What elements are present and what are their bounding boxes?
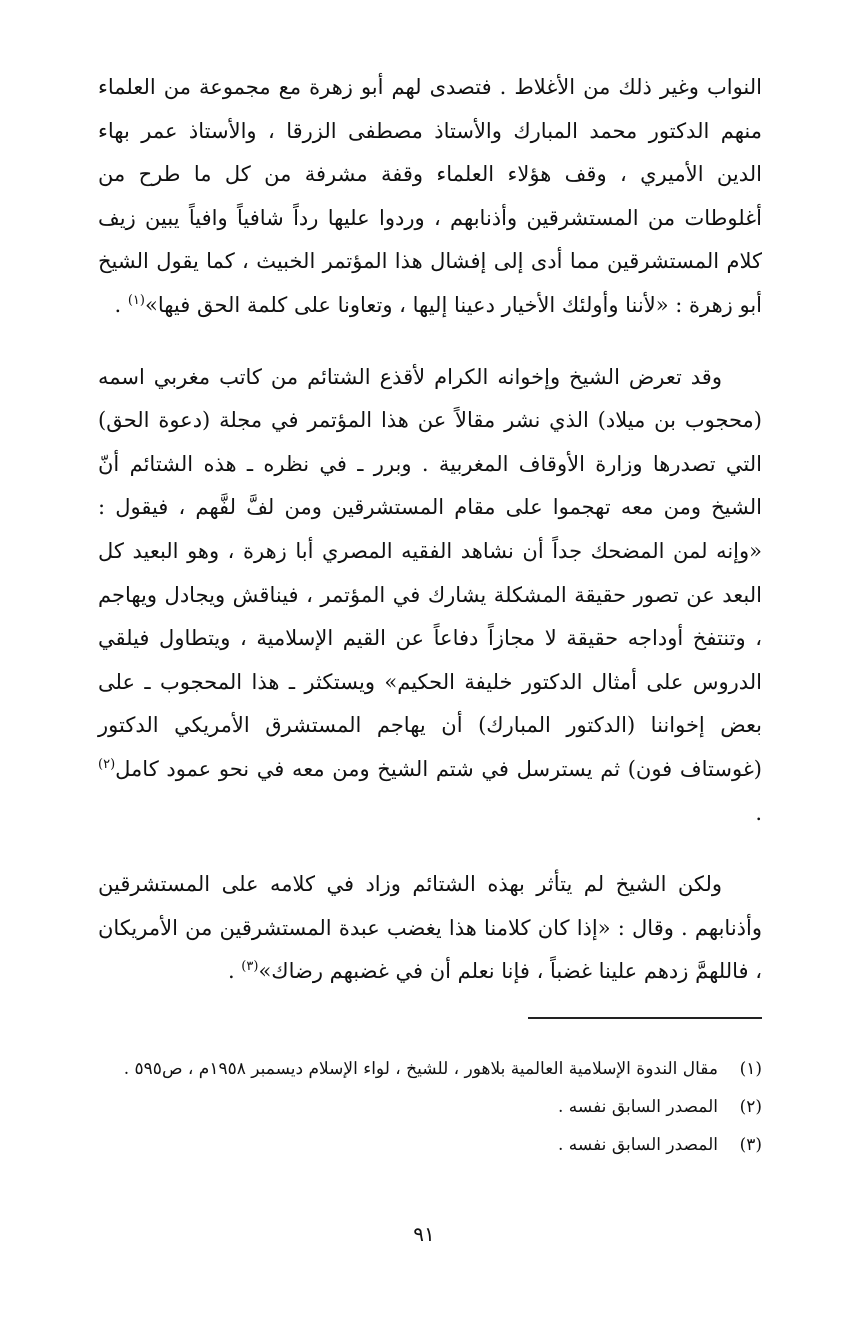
footnote-3-number: (٣) [739, 1135, 762, 1155]
paragraph-1-text: النواب وغير ذلك من الأغلاط . فتصدى لهم أبو زهرة مع مجموعة من العلماء منهم الدكتور محمد المبارك والأستاذ مصطفى الزرقا ، والأستاذ عمر بهاء الدين الأميري ، وقف هؤلاء العلماء وقفة مشرفة من كل ما طرح من أغلوطات من المستشرقين وأذنابهم ، وردوا عليها رداً شافياً وافياً يبين زيف كلام المستشرقين مما أدى إلى إفشال هذا المؤتمر الخبيث ، كما يقول الشيخ أبو زهرة : «لأننا وأولئك الأخيار دعينا إليها ، وتعاونا على كلمة الحق فيها» [98, 75, 762, 317]
footnote-2 [98, 1088, 762, 1126]
paragraph-1-tail: . [114, 292, 128, 317]
footnote-1-text: مقال الندوة الإسلامية العالمية بلاهور ، للشيخ ، لواء الإسلام ديسمبر ١٩٥٨م ، ص٥٩٥ . [123, 1059, 718, 1079]
footnote-2-text: المصدر السابق نفسه . [558, 1097, 718, 1117]
footnote-ref-1: (١) [127, 292, 145, 308]
paragraph-2-text: وقد تعرض الشيخ وإخوانه الكرام لأقذع الشتائم من كاتب مغربي اسمه (محجوب بن ميلاد) الذي نشر مقالاً عن هذا المؤتمر في مجلة (دعوة الحق) التي تصدرها وزارة الأوقاف المغربية . وبرر ـ في نظره ـ هذه الشتائم أنّ الشيخ ومن معه تهجموا على مقام المستشرقين ومن لفَّ لفَّهم ، فيقول : «وإنه لمن المضحك جداً أن نشاهد الفقيه المصري أبا زهرة ، وهو البعيد كل البعد عن تصور حقيقة المشكلة يشارك في المؤتمر ، فيناقش ويجادل ويهاجم ، وتنتفخ أوداجه حقيقة لا مجازاً دفاعاً عن القيم الإسلامية ، ويتطاول فيلقي الدروس على أمثال الدكتور خليفة الحكيم» ويستكثر ـ هذا المحجوب ـ على بعض إخواننا (الدكتور المبارك) أن يهاجم المستشرق الأمريكي الدكتور (غوستاف فون) ثم يسترسل في شتم الشيخ ومن معه في نحو عمود كامل [98, 364, 762, 781]
footnote-3 [98, 1126, 762, 1164]
paragraph-3-tail: . [227, 959, 242, 984]
paragraph-2 [98, 356, 762, 836]
footnote-ref-2: (٢) [98, 756, 116, 772]
paragraph-1 [98, 66, 762, 328]
footnote-ref-3: (٣) [241, 959, 259, 975]
page-number: ٩١ [413, 1222, 435, 1246]
footnotes [98, 1050, 762, 1164]
paragraph-2-tail: . [755, 800, 762, 825]
footnote-1-number: (١) [739, 1059, 762, 1079]
paragraph-3-text: ولكن الشيخ لم يتأثر بهذه الشتائم وزاد في كلامه على المستشرقين وأذنابهم . وقال : «إذا كان كلامنا هذا يغضب عبدة المستشرقين من الأمريكان ، فاللهمَّ زدهم علينا غضباً ، فإنا نعلم أن في غضبهم رضاك» [98, 872, 762, 984]
footnote-1 [98, 1050, 762, 1088]
paragraph-3 [98, 863, 762, 994]
footnote-separator [528, 1017, 762, 1019]
footnote-2-number: (٢) [739, 1097, 762, 1117]
page-body [98, 66, 762, 994]
footnote-3-text: المصدر السابق نفسه . [558, 1135, 718, 1155]
